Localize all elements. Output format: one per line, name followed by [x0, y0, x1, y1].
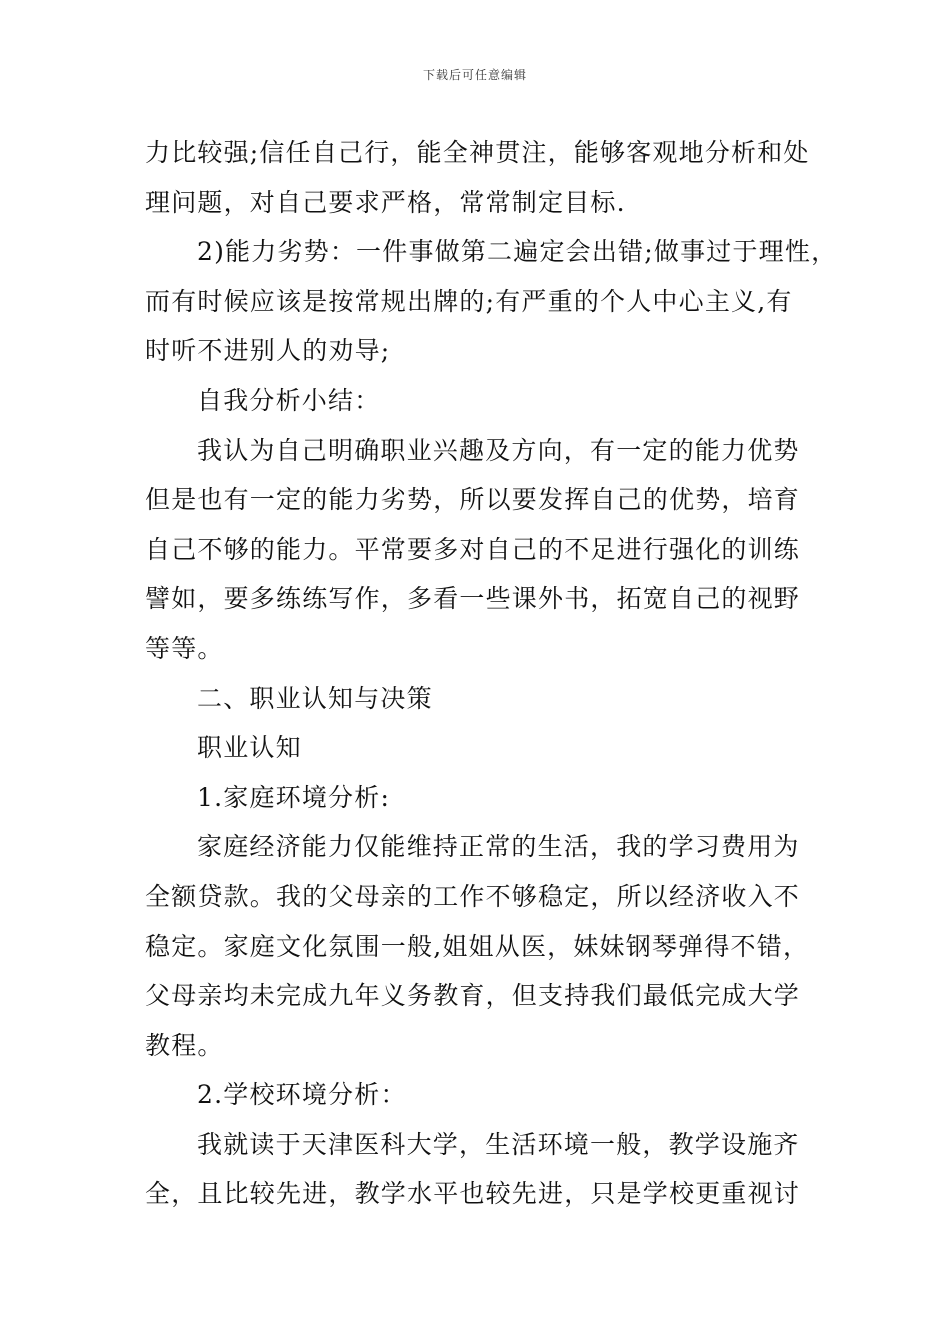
text-line: 但是也有一定的能力劣势，所以要发挥自己的优势，培育 — [145, 485, 801, 515]
text-line: 全额贷款。我的父母亲的工作不够稳定，所以经济收入不 — [145, 881, 801, 911]
text-line: 譬如，要多练练写作，多看一些课外书，拓宽自己的视野 — [145, 584, 801, 614]
text-line: 时听不进别人的劝导; — [145, 336, 391, 366]
section-heading: 职业认知 — [197, 733, 302, 763]
text-line: 2)能力劣势：一件事做第二遍定会出错;做事过于理性， — [197, 237, 838, 267]
page-header: 下载后可任意编辑 — [422, 68, 527, 82]
text-line: 自己不够的能力。平常要多对自己的不足进行强化的训练 — [145, 534, 801, 564]
text-line: 等等。 — [145, 633, 224, 663]
text-line: 理问题，对自己要求严格，常常制定目标. — [145, 187, 626, 217]
document-body — [145, 128, 838, 1219]
text-line: 稳定。家庭文化氛围一般,姐姐从医，妹妹钢琴弹得不错， — [145, 931, 810, 961]
section-heading: 自我分析小结： — [197, 385, 381, 415]
text-line: 力比较强;信任自己行，能全神贯注，能够客观地分析和处 — [145, 138, 810, 167]
section-heading: 二、职业认知与决策 — [197, 683, 433, 713]
section-heading: 2.学校环境分析： — [197, 1080, 407, 1110]
text-line: 我就读于天津医科大学，生活环境一般，教学设施齐 — [197, 1129, 800, 1159]
text-line: 我认为自己明确职业兴趣及方向，有一定的能力优势 — [197, 435, 800, 465]
text-line: 教程。 — [145, 1030, 224, 1060]
text-line: 全，且比较先进，教学水平也较先进，只是学校更重视讨 — [145, 1179, 801, 1209]
text-line: 父母亲均未完成九年义务教育，但支持我们最低完成大学 — [145, 981, 801, 1011]
text-line: 家庭经济能力仅能维持正常的生活，我的学习费用为 — [197, 832, 800, 862]
text-line: 而有时候应该是按常规出牌的;有严重的个人中心主义,有 — [145, 286, 793, 316]
section-heading: 1.家庭环境分析: — [197, 782, 391, 812]
